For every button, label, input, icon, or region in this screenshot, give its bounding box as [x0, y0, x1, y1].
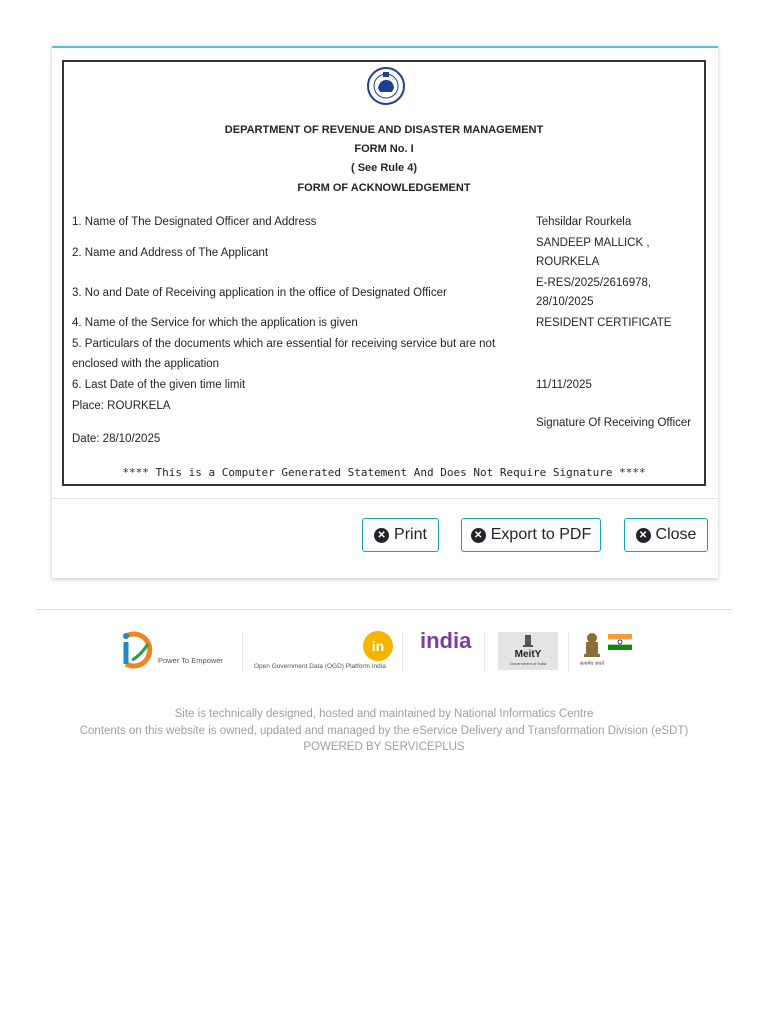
ogd-in-icon [362, 630, 394, 662]
logo-separator [568, 632, 569, 672]
row-4-label: 4. Name of the Service for which the application is given [72, 317, 358, 329]
print-button[interactable] [362, 518, 439, 552]
close-circle-icon: ✕ [374, 528, 389, 543]
date-text: Date: 28/10/2025 [72, 433, 161, 445]
footer-divider [36, 609, 732, 610]
row-3-label: 3. No and Date of Receiving application in the office of Designated Officer [72, 287, 447, 299]
india-word: india [420, 628, 472, 653]
odisha-emblem-icon [366, 66, 406, 106]
acknowledgement-form [62, 60, 706, 486]
row-3-value-line1: E-RES/2025/2616978, [536, 277, 652, 289]
meity-logo[interactable] [498, 632, 558, 670]
button-bar-divider [52, 498, 718, 499]
digital-india-logo[interactable] [118, 630, 238, 674]
row-2-value-line1: SANDEEP MALLICK , [536, 237, 650, 249]
export-pdf-button[interactable] [461, 518, 601, 552]
meity-text: MeitY [514, 649, 542, 660]
meity-sub: Government of India [509, 661, 547, 666]
emblem-caption: सत्यमेव जयते [579, 661, 605, 667]
close-button-label: Close [655, 526, 697, 543]
acknowledgement-card [52, 46, 718, 578]
close-circle-icon: ✕ [636, 528, 651, 543]
footer-nic-credit: Site is technically designed, hosted and maintained by National Informatics Centre [174, 708, 594, 720]
row-1-value: Tehsildar Rourkela [536, 216, 632, 228]
row-3-value-line2: 28/10/2025 [536, 296, 594, 308]
ashoka-emblem-icon [580, 630, 604, 662]
row-5-label-line1: 5. Particulars of the documents which are essential for receiving service but are not [72, 338, 496, 350]
form-rule: ( See Rule 4) [350, 162, 418, 174]
place-text: Place: ROURKELA [72, 400, 171, 412]
department-heading: DEPARTMENT OF REVENUE AND DISASTER MANAGEMENT [224, 124, 544, 136]
row-5-label-line2: enclosed with the application [72, 358, 220, 370]
row-6-value: 11/11/2025 [536, 379, 592, 391]
svg-text:in: in [371, 638, 385, 654]
print-button-label: Print [394, 526, 427, 543]
row-6-label: 6. Last Date of the given time limit [72, 379, 246, 391]
india-emblem-flag-logo[interactable] [578, 630, 638, 674]
indian-flag-icon [608, 634, 632, 650]
footer-powered-by: POWERED BY SERVICEPLUS [303, 741, 465, 753]
ogd-text: Open Government Data (OGD) Platform India [254, 663, 386, 670]
close-circle-icon: ✕ [471, 528, 486, 543]
computer-generated-note: **** This is a Computer Generated Statement And Does Not Require Signature **** [122, 466, 646, 479]
export-button-label: Export to PDF [490, 526, 592, 543]
row-4-value: RESIDENT CERTIFICATE [536, 317, 672, 329]
row-2-value-line2: ROURKELA [536, 256, 600, 268]
national-emblem-icon [521, 634, 535, 648]
logo-separator [242, 632, 243, 672]
digital-india-icon [118, 630, 154, 670]
digital-india-tagline: Power To Empower [158, 656, 223, 665]
row-1-label: 1. Name of The Designated Officer and Address [72, 216, 317, 228]
close-button[interactable] [624, 518, 708, 552]
row-2-label: 2. Name and Address of The Applicant [72, 247, 269, 259]
logo-separator [484, 632, 485, 672]
signature-text: Signature Of Receiving Officer [536, 417, 692, 429]
ogd-platform-logo[interactable] [250, 630, 398, 674]
partner-logos [0, 628, 768, 674]
form-title: FORM OF ACKNOWLEDGEMENT [297, 182, 471, 194]
form-number: FORM No. I [354, 143, 414, 155]
india-portal-logo[interactable] [418, 628, 478, 672]
logo-separator [402, 632, 403, 672]
footer-esdt-credit: Contents on this website is owned, updated and managed by the eService Delivery and Transformation Division (eSDT) [79, 725, 689, 737]
